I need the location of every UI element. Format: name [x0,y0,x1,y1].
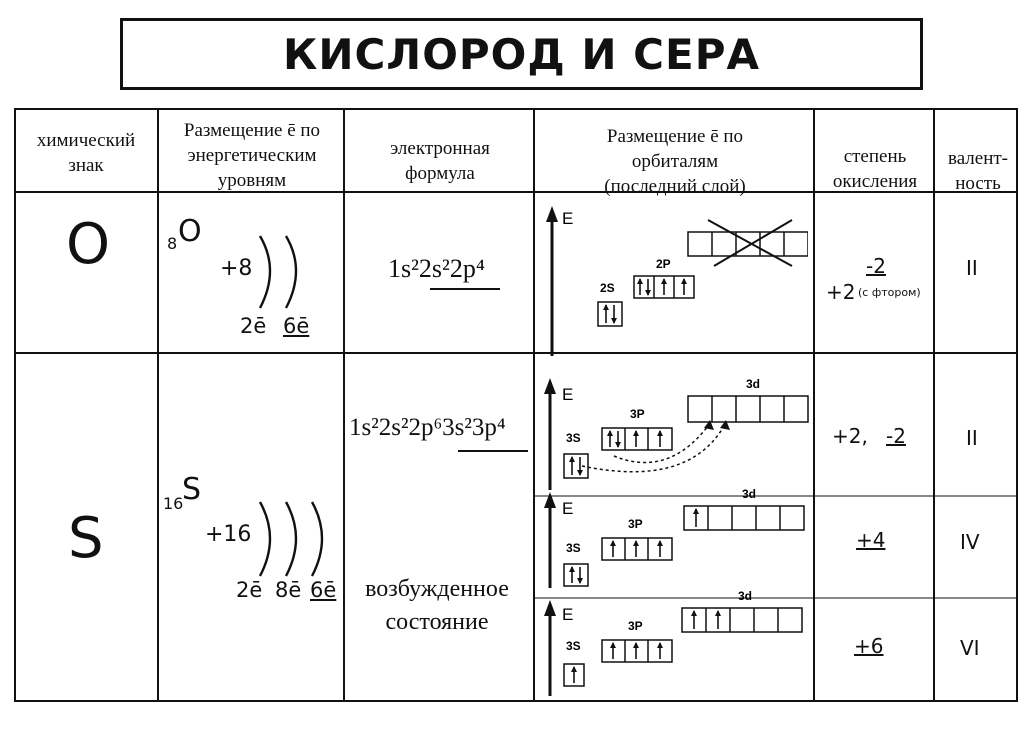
sulfur-state3-E: E [562,605,574,624]
arrowhead-icon [610,642,616,648]
arrowhead-icon [569,566,575,572]
sulfur-state2-valence: IV [960,530,980,554]
oxygen-3d-crossed-boxes [688,220,808,266]
sulfur-state3-3d-boxes [682,608,802,632]
sulfur-state2-s-label: 3S [566,541,581,555]
oxygen-orbital-diagram [538,200,808,360]
header-orbitals-line3: (последний слой) [604,176,746,197]
sulfur-excited-line1: возбужденное [365,576,509,602]
header-oxidation-line1: степень [843,146,907,167]
oxygen-formula-underline [430,288,500,290]
oxygen-nuclide-symbol: O [178,214,202,249]
sulfur-state3-electron-arrows [571,610,721,683]
header-valence [936,146,1020,196]
sulfur-ground-d-label: 3d [746,377,761,391]
arrowhead-icon [607,430,613,436]
arrowhead-icon [681,278,687,284]
sulfur-formula-underline [458,450,528,452]
oxygen-2s-box [598,302,622,326]
sulfur-symbol: S [68,506,104,571]
header-levels [160,118,344,193]
arrowhead-icon [633,540,639,546]
sulfur-ground-electron-arrows [569,430,663,476]
oxygen-valence: II [966,256,978,280]
header-formula [346,136,534,186]
arrowhead-icon [610,540,616,546]
arrowhead-icon [637,278,643,284]
arrowhead-icon [615,442,621,448]
header-oxidation-line2: окисления [832,171,918,192]
arrowhead-icon [657,642,663,648]
arrowhead-icon [657,430,663,436]
arrowhead-icon [645,290,651,296]
oxygen-symbol: O [66,212,111,277]
sulfur-ground-oxidation-b: -2 [886,424,906,448]
sulfur-excited-line2: состояние [385,609,489,635]
sulfur-ground-oxidation-a: +2, [832,424,868,448]
arrowhead-icon [633,642,639,648]
sulfur-state3-p-label: 3P [628,619,643,633]
sulfur-nucleus-charge: +16 [205,522,252,547]
sulfur-state2-3d-boxes [684,506,804,530]
header-orbitals [536,124,814,199]
sulfur-nuclide-symbol: S [182,472,202,507]
sulfur-shell-arcs [250,498,340,580]
header-symbol-line1: химический [36,130,136,151]
energy-arrow-icon [544,600,556,616]
sulfur-state2-d-label: 3d [742,487,757,501]
sulfur-state3-d-label: 3d [738,589,753,603]
arrowhead-icon [691,610,697,616]
arrowhead-icon [657,540,663,546]
sulfur-state3-valence: VI [960,636,980,660]
sulfur-ground-orbital-diagram [538,370,813,494]
arrowhead-icon [715,610,721,616]
arrowhead-icon [661,278,667,284]
sulfur-ground-E: E [562,385,574,404]
sulfur-state2-oxidation: +4 [856,528,886,552]
energy-arrow-icon [544,492,556,508]
header-formula-line1: электронная [390,138,490,159]
oxygen-oxidation-main: -2 [866,254,886,278]
oxygen-nucleus-charge: +8 [220,256,253,281]
header-formula-line2: формула [405,163,475,184]
page-title: КИСЛОРОД И СЕРА [283,29,760,79]
sulfur-state2-E: E [562,499,574,518]
header-oxidation [816,144,934,194]
sulfur-ground-s-label: 3S [566,431,581,445]
energy-arrow-icon [546,206,558,222]
oxygen-formula: 1s²2s²2p⁴ [388,254,485,283]
oxygen-oxidation-alt: +2 [826,280,856,304]
header-symbol [16,128,156,178]
arrowhead-icon [577,578,583,584]
arrowhead-icon [571,666,577,672]
energy-arrow-icon [544,378,556,394]
arrowhead-icon [693,508,699,514]
arrowhead-icon [577,470,583,476]
oxygen-shell-1: 2ē [240,314,267,338]
sulfur-formula: 1s²2s²2p⁶3s²3p⁴ [349,414,506,441]
header-levels-line3: уровням [217,170,287,191]
header-valence-line2: ность [955,173,1001,194]
title-box [120,18,923,90]
sulfur-shell-2: 8ē [275,578,302,602]
sulfur-3p-boxes [602,428,672,450]
sulfur-state2-3s-box [564,564,588,586]
sulfur-ground-valence: II [966,426,978,450]
arrowhead-icon [569,456,575,462]
oxygen-oxidation-note: (с фтором) [858,286,921,299]
arrowhead-icon [603,304,609,310]
arrowhead-icon [633,430,639,436]
oxygen-shell-2: 6ē [283,314,310,338]
arrowhead-icon [611,318,617,324]
oxygen-orb-p-label: 2P [656,257,671,271]
sulfur-ground-p-label: 3P [630,407,645,421]
header-valence-line1: валент- [947,148,1009,169]
oxygen-atomic-number: 8 [167,234,178,253]
sulfur-state3-oxidation: +6 [854,634,884,658]
header-levels-line2: энергетическим [187,145,317,166]
sulfur-shell-1: 2ē [236,578,263,602]
sulfur-state2-p-label: 3P [628,517,643,531]
sulfur-excited-label [340,573,534,639]
header-symbol-line2: знак [68,155,104,176]
sulfur-shell-3: 6ē [310,578,337,602]
header-levels-line1: Размещение ē по [183,120,321,141]
oxygen-orb-E: E [562,209,574,228]
sulfur-state3-orbital-diagram [538,588,813,700]
sulfur-atomic-number: 16 [163,494,184,513]
sulfur-3d-boxes [688,396,808,422]
header-orbitals-line2: орбиталям [631,151,719,172]
sulfur-state3-s-label: 3S [566,639,581,653]
oxygen-shell-arcs [250,232,310,312]
sulfur-state2-orbital-diagram [538,486,813,590]
header-orbitals-line1: Размещение ē по [606,126,744,147]
oxygen-orb-s-label: 2S [600,281,615,295]
